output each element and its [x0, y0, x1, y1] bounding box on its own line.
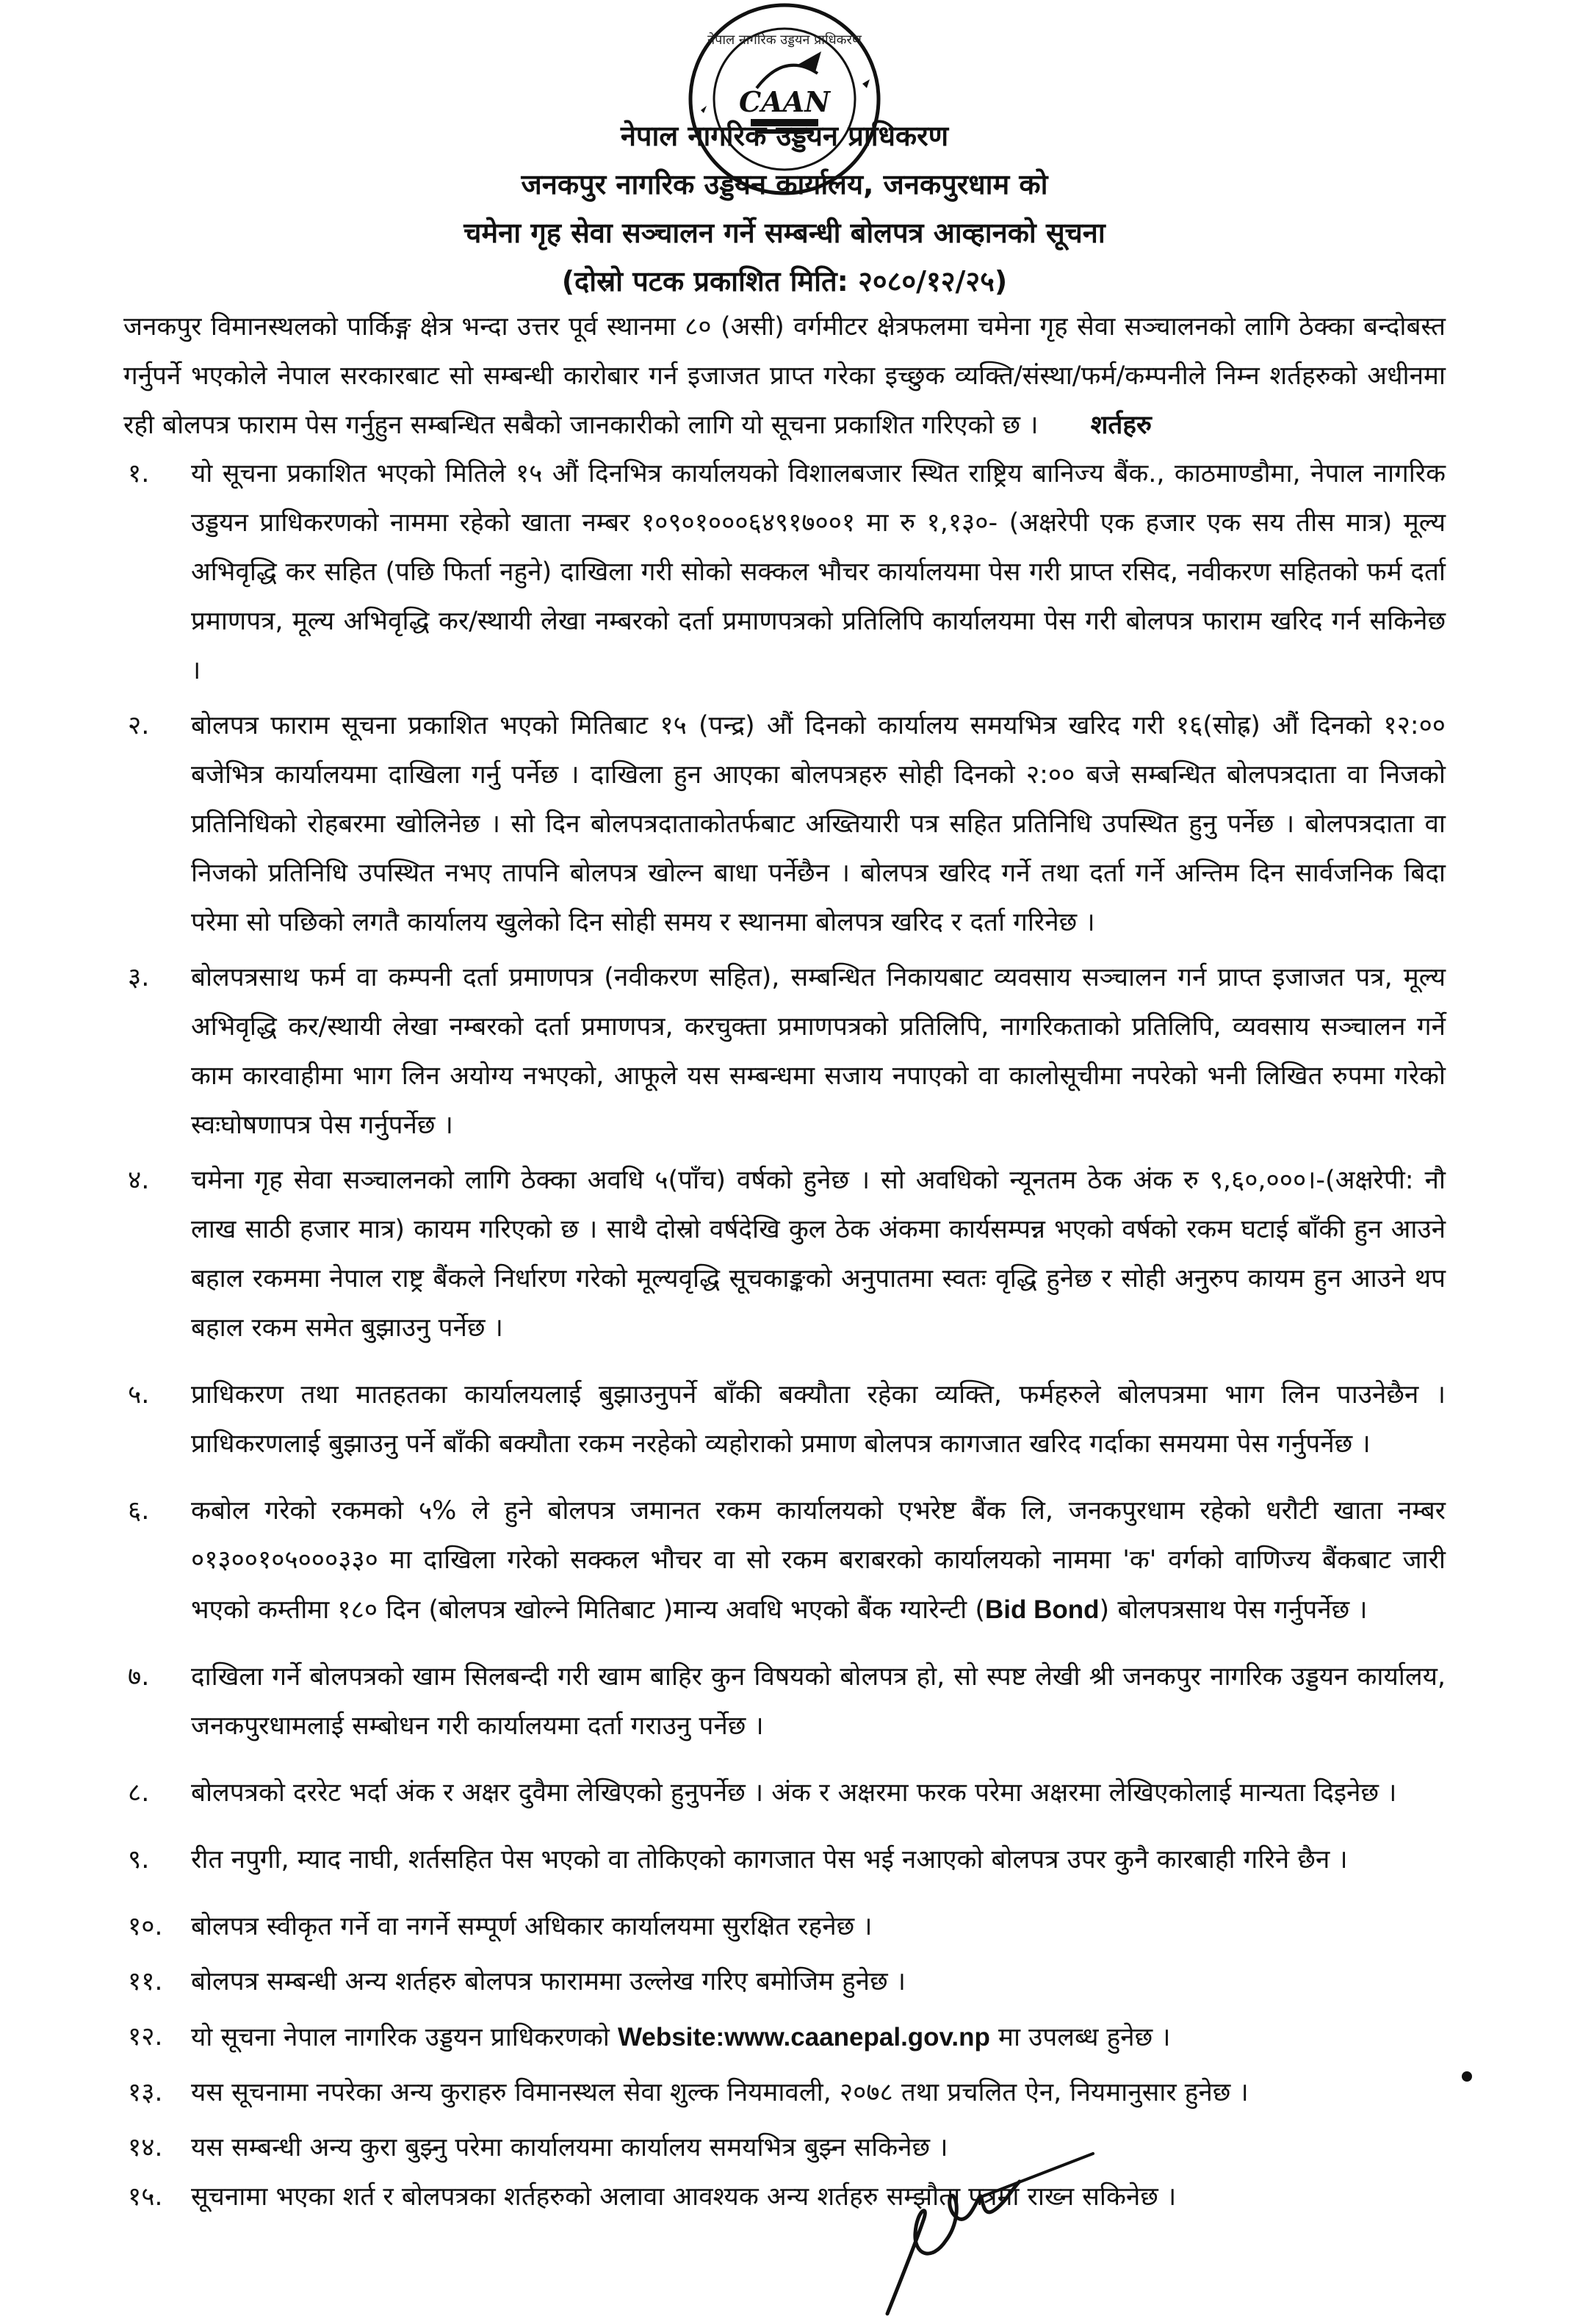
- intro-paragraph: [123, 303, 1446, 450]
- clause-9: [123, 1836, 1446, 1885]
- clause-14: [123, 2123, 1446, 2173]
- clause-number: ६.: [128, 1496, 150, 1526]
- clause-text: सूचनामा भएका शर्त र बोलपत्रका शर्तहरुको अलावा आवश्यक अन्य शर्तहरु सम्झौता पत्रमा राख्न सकिनेछ ।: [191, 2182, 1177, 2212]
- clause-text: बोलपत्रको दररेट भर्दा अंक र अक्षर दुवैमा लेखिएको हुनुपर्नेछ । अंक र अक्षरमा फरक परेमा अक्षरमा लेखिएकोलाई मान्यता दिइनेछ ।: [191, 1778, 1397, 1808]
- clause-number: ७.: [128, 1662, 150, 1692]
- conditions-list: [123, 450, 1446, 2222]
- clause-1: [123, 450, 1446, 696]
- org-name: नेपाल नागरिक उड्डयन प्राधिकरण: [620, 120, 949, 152]
- clause-number: ४.: [128, 1166, 150, 1195]
- clause-11: [123, 1957, 1446, 2007]
- clause-10: [123, 1902, 1446, 1952]
- clause-text: यस सूचनामा नपरेका अन्य कुराहरु विमानस्थल सेवा शुल्क नियमावली, २०७८ तथा प्रचलित ऐन, नियमानुसार हुनेछ ।: [191, 2078, 1249, 2107]
- clause-4: [123, 1156, 1446, 1353]
- clause-3: [123, 953, 1446, 1150]
- clause-text: यस सम्बन्धी अन्य कुरा बुझ्नु परेमा कार्यालयमा कार्यालय समयभित्र बुझ्न सकिनेछ ।: [191, 2133, 948, 2162]
- clause-number: २.: [128, 711, 150, 740]
- clause-text: रीत नपुगी, म्याद नाघी, शर्तसहित पेस भएको वा तोकिएको कागजात पेस भई नआएको बोलपत्र उपर कुनै कारबाही गरिने छैन ।: [191, 1845, 1348, 1874]
- clause-text: बोलपत्र सम्बन्धी अन्य शर्तहरु बोलपत्र फाराममा उल्लेख गरिए बमोजिम हुनेछ ।: [191, 1967, 906, 1996]
- clause-text-part: यो सूचना नेपाल नागरिक उड्डयन प्राधिकरणको: [191, 2023, 618, 2052]
- clause-13: [123, 2068, 1446, 2118]
- clause-text: [191, 2013, 1446, 2063]
- intro-text: जनकपुर विमानस्थलको पार्किङ्ग क्षेत्र भन्दा उत्तर पूर्व स्थानमा ८० (असी) वर्गमीटर क्षेत्रफलमा चमेना गृह सेवा सञ्चालनको लागि ठेक्का बन्दोबस्त गर्नुपर्ने भएकोले नेपाल सरकारबाट सो सम्बन्धी कारोबार गर्न इजाजत प्राप्त गरेका इच्छुक व्यक्ति/संस्था/फर्म/कम्पनीले निम्न शर्तहरुको अधीनमा रही बोलपत्र फाराम पेस गर्नुहुन सम्बन्धित सबैको जानकारीको लागि यो सूचना प्रकाशित गरिएको छ ।: [123, 312, 1446, 440]
- clause-text: बोलपत्रसाथ फर्म वा कम्पनी दर्ता प्रमाणपत्र (नवीकरण सहित), सम्बन्धित निकायबाट व्यवसाय सञ्चालन गर्न प्राप्त इजाजत पत्र, मूल्य अभिवृद्धि कर/स्थायी लेखा नम्बरको दर्ता प्रमाणपत्र, करचुक्ता प्रमाणपत्रको प्रतिलिपि, नागरिकताको प्रतिलिपि, व्यवसाय सञ्चालन गर्ने काम कारवाहीमा भाग लिन अयोग्य नभएको, आफूले यस सम्बन्धमा सजाय नपाएको वा कालोसूचीमा नपरेको भनी लिखित रुपमा गरेको स्वःघोषणापत्र पेस गर्नुपर्नेछ ।: [191, 963, 1446, 1140]
- signature-icon: [873, 2152, 1108, 2324]
- clause-5: [123, 1371, 1446, 1469]
- svg-text:नेपाल नागरिक उड्डयन प्राधिकरण: नेपाल नागरिक उड्डयन प्राधिकरण: [707, 32, 862, 48]
- clause-number: १३.: [128, 2078, 163, 2107]
- office-name: जनकपुर नागरिक उड्डयन कार्यालय, जनकपुरधाम को: [521, 168, 1048, 201]
- clause-number: १४.: [128, 2133, 163, 2162]
- clause-number: ८.: [128, 1778, 150, 1808]
- notice-title: चमेना गृह सेवा सञ्चालन गर्ने सम्बन्धी बोलपत्र आव्हानको सूचना: [464, 217, 1105, 249]
- clause-text-part: मा उपलब्ध हुनेछ ।: [989, 2023, 1171, 2052]
- clause-text-part: ) बोलपत्रसाथ पेस गर्नुपर्नेछ ।: [1099, 1595, 1368, 1625]
- clause-number: १२.: [128, 2022, 163, 2051]
- clause-8: [123, 1769, 1446, 1818]
- clause-number: ५.: [128, 1380, 150, 1410]
- clause-text: चमेना गृह सेवा सञ्चालनको लागि ठेक्का अवधि ५(पाँच) वर्षको हुनेछ । सो अवधिको न्यूनतम ठेक अंक रु ९,६०,०००।-(अक्षरेपी: नौ लाख साठी हजार मात्र) कायम गरिएको छ । साथै दोस्रो वर्षदेखि कुल ठेक अंकमा कार्यसम्पन्न भएको वर्षको रकम घटाई बाँकी हुन आउने बहाल रकममा नेपाल राष्ट्र बैंकले निर्धारण गरेको मूल्यवृद्धि सूचकाङ्कको अनुपातमा स्वतः वृद्धि हुनेछ र सोही अनुरुप कायम हुन आउने थप बहाल रकम समेत बुझाउनु पर्नेछ ।: [191, 1166, 1446, 1343]
- publication-date: (दोस्रो पटक प्रकाशित मिति: २०८०/१२/२५): [561, 265, 1008, 297]
- clause-7: [123, 1653, 1446, 1751]
- clause-text: दाखिला गर्ने बोलपत्रको खाम सिलबन्दी गरी खाम बाहिर कुन विषयको बोलपत्र हो, सो स्पष्ट लेखी श्री जनकपुर नागरिक उड्डयन कार्यालय, जनकपुरधामलाई सम्बोधन गरी कार्यालयमा दर्ता गराउनु पर्नेछ ।: [191, 1662, 1446, 1741]
- clause-6: [123, 1487, 1446, 1635]
- clause-text: [191, 1487, 1446, 1635]
- website-link[interactable]: Website:www.caanepal.gov.np: [617, 2023, 990, 2051]
- margin-dot: [1462, 2071, 1472, 2082]
- clause-text: बोलपत्र स्वीकृत गर्ने वा नगर्ने सम्पूर्ण अधिकार कार्यालयमा सुरक्षित रहनेछ ।: [191, 1912, 873, 1941]
- clause-15: [123, 2173, 1446, 2222]
- clause-number: १.: [128, 459, 150, 488]
- clause-number: ११.: [128, 1967, 163, 1996]
- clause-text: बोलपत्र फाराम सूचना प्रकाशित भएको मितिबाट १५ (पन्द्र) औं दिनको कार्यालय समयभित्र खरिद गरी १६(सोह्र) औं दिनको १२:०० बजेभित्र कार्यालयमा दाखिला गर्नु पर्नेछ । दाखिला हुन आएका बोलपत्रहरु सोही दिनको २:०० बजे सम्बन्धित बोलपत्रदाता वा निजको प्रतिनिधिको रोहबरमा खोलिनेछ । सो दिन बोलपत्रदाताकोतर्फबाट अख्तियारी पत्र सहित प्रतिनिधि उपस्थित हुनु पर्नेछ । बोलपत्रदाता वा निजको प्रतिनिधि उपस्थित नभए तापनि बोलपत्र खोल्न बाधा पर्नेछैन । बोलपत्र खरिद गर्ने तथा दर्ता गर्ने अन्तिम दिन सार्वजनिक बिदा परेमा सो पछिको लगतै कार्यालय खुलेको दिन सोही समय र स्थानमा बोलपत्र खरिद र दर्ता गरिनेछ ।: [191, 711, 1446, 937]
- clause-2: [123, 701, 1446, 948]
- clause-text: यो सूचना प्रकाशित भएको मितिले १५ औं दिनभित्र कार्यालयको विशालबजार स्थित राष्ट्रिय बानिज्य बैंक., काठमाण्डौमा, नेपाल नागरिक उड्डयन प्राधिकरणको नाममा रहेको खाता नम्बर १०९०१०००६४९१७००१ मा रु १,१३०- (अक्षरेपी एक हजार एक सय तीस मात्र) मूल्य अभिवृद्धि कर सहित (पछि फिर्ता नहुने) दाखिला गरी सोको सक्कल भौचर कार्यालयमा पेस गरी प्राप्त रसिद, नवीकरण सहितको फर्म दर्ता प्रमाणपत्र, मूल्य अभिवृद्धि कर/स्थायी लेखा नम्बरको दर्ता प्रमाणपत्रको प्रतिलिपि कार्यालयमा पेस गरी बोलपत्र फाराम खरिद गर्न सकिनेछ ।: [191, 459, 1446, 685]
- svg-text:CAAN: CAAN: [739, 85, 830, 118]
- clause-12: [123, 2013, 1446, 2063]
- clause-number: ३.: [128, 963, 150, 992]
- clause-number: १५.: [128, 2182, 163, 2212]
- clause-text: प्राधिकरण तथा मातहतका कार्यालयलाई बुझाउनुपर्ने बाँकी बक्यौता रहेका व्यक्ति, फर्महरुले बोलपत्रमा भाग लिन पाउनेछैन । प्राधिकरणलाई बुझाउनु पर्ने बाँकी बक्यौता रकम नरहेको व्यहोराको प्रमाण बोलपत्र कागजात खरिद गर्दाका समयमा पेस गर्नुपर्नेछ ।: [191, 1380, 1446, 1459]
- conditions-heading: शर्तहरु: [1090, 411, 1152, 440]
- bid-bond-term: Bid Bond: [985, 1595, 1100, 1624]
- clause-number: ९.: [128, 1845, 150, 1874]
- clause-text-part: कबोल गरेको रकमको ५% ले हुने बोलपत्र जमानत रकम कार्यालयको एभरेष्ट बैंक लि, जनकपुरधाम रहेको धरौटी खाता नम्बर ०१३००१०५०००३३० मा दाखिला गरेको सक्कल भौचर वा सो रकम बराबरको कार्यालयको नाममा 'क' वर्गको वाणिज्य बैंकबाट जारी भएको कम्तीमा १८० दिन (बोलपत्र खोल्ने मितिबाट )मान्य अवधि भएको बैंक ग्यारेन्टी (: [191, 1496, 1446, 1625]
- clause-number: १०.: [128, 1912, 163, 1941]
